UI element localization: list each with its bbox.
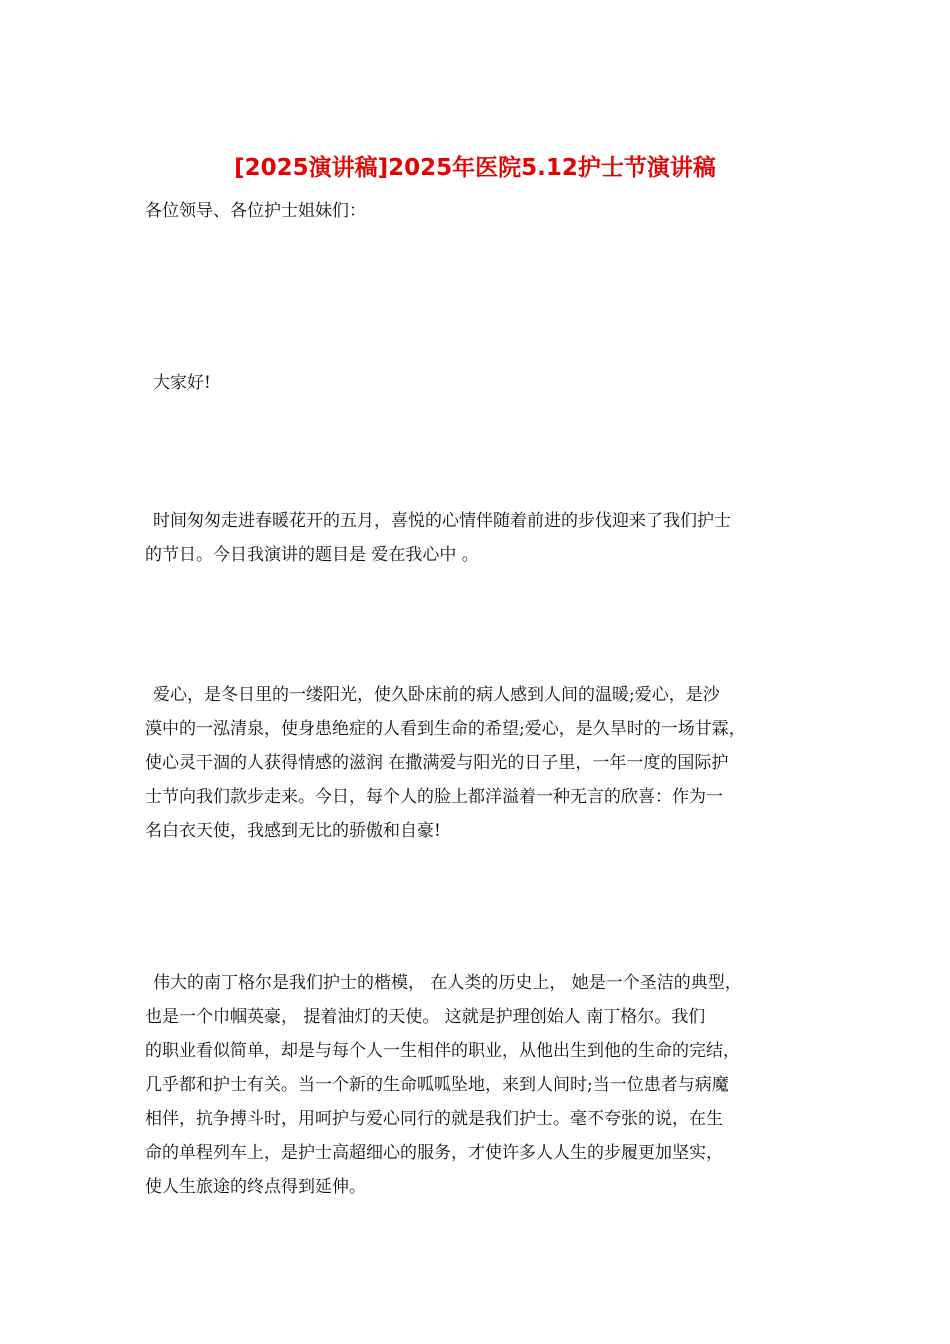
- paragraph-3: [145, 966, 810, 1204]
- paragraph-line: 相伴，抗争搏斗时，用呵护与爱心同行的就是我们护士。毫不夸张的说，在生: [145, 1109, 723, 1129]
- paragraph-line: 士节向我们款步走来。今日，每个人的脸上都洋溢着一种无言的欣喜：作为一: [145, 787, 723, 807]
- paragraph-line: 时间匆匆走进春暖花开的五月，喜悦的心情伴随着前进的步伐迎来了我们护士: [153, 511, 731, 531]
- greeting-line: 大家好!: [153, 373, 211, 393]
- paragraph-line: 使人生旅途的终点得到延伸。: [145, 1177, 366, 1197]
- paragraph-line: 的职业看似简单，却是与每个人一生相伴的职业，从他出生到他的生命的完结，: [145, 1041, 740, 1061]
- paragraph-line: 的节日。今日我演讲的题目是 爱在我心中 。: [145, 545, 479, 565]
- paragraph-line: 漠中的一泓清泉，使身患绝症的人看到生命的希望;爱心，是久旱时的一场甘霖，: [145, 719, 746, 739]
- paragraph-line: 使心灵干涸的人获得情感的滋润 在撒满爱与阳光的日子里，一年一度的国际护: [145, 753, 729, 773]
- paragraph-line: 伟大的南丁格尔是我们护士的楷模， 在人类的历史上， 她是一个圣洁的典型，: [153, 973, 742, 993]
- paragraph-line: 几乎都和护士有关。当一个新的生命呱呱坠地，来到人间时;当一位患者与病魔: [145, 1075, 729, 1095]
- greeting: [145, 366, 810, 400]
- salutation: [145, 194, 810, 228]
- document-title: [2025演讲稿]2025年医院5.12护士节演讲稿: [234, 155, 716, 181]
- paragraph-line: 爱心，是冬日里的一缕阳光，使久卧床前的病人感到人间的温暖;爱心，是沙: [153, 685, 720, 705]
- paragraph-2: [145, 678, 810, 848]
- salutation-line: 各位领导、各位护士姐妹们：: [145, 201, 366, 221]
- paragraph-line: 命的单程列车上，是护士高超细心的服务，才使许多人人生的步履更加坚实，: [145, 1143, 723, 1163]
- paragraph-line: 也是一个巾帼英豪， 提着油灯的天使。 这就是护理创始人 南丁格尔。我们: [145, 1007, 706, 1027]
- paragraph-line: 名白衣天使，我感到无比的骄傲和自豪!: [145, 821, 441, 841]
- paragraph-1: [145, 504, 810, 572]
